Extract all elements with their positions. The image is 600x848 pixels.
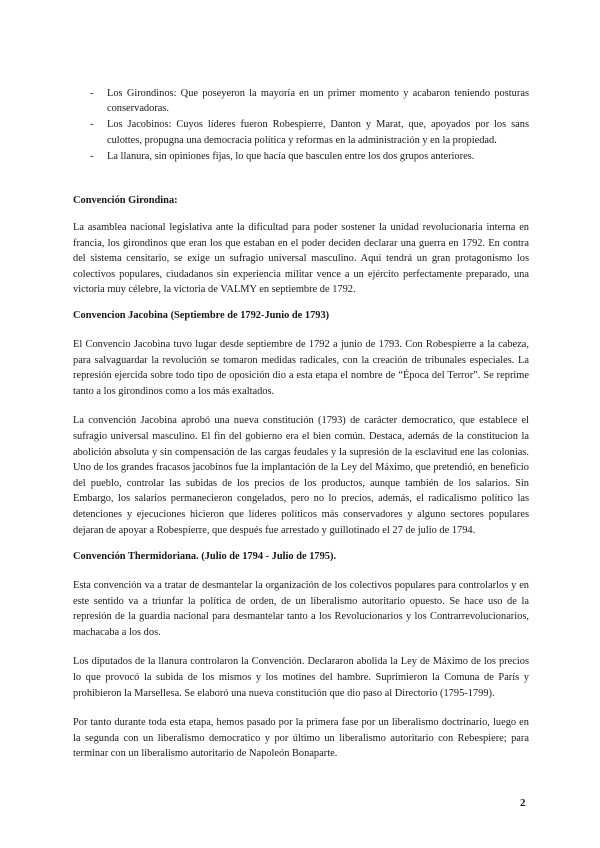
list-item bbox=[73, 117, 529, 147]
list-item bbox=[73, 86, 529, 116]
paragraph: Los diputados de la llanura controlaron la Convención. Declararon abolida la Ley de Máximo de los precios lo que provocó la subida de los mismos y los motines del hambre. Suprimieron la Comuna de París y prohibieron la Marsellesa. Se elaboró una nueva constitución que dio paso al Directorio (1795-1799). bbox=[73, 656, 529, 699]
paragraph: La asamblea nacional legislativa ante la dificultad para poder sostener la unidad revolucionaria interna en francia, los girondinos que eran los que estaban en el poder deciden declarar una guerra en 1792. En contra del sistema censitario, se exige un sufragio universal masculino. Aquí tendrá un gran protagonismo los colectivos populares, ciudadanos sin experiencia militar vence a un ejército perfectamente preparado, una victoria muy célebre, la victoria de VALMY en septiembre de 1792. bbox=[73, 222, 529, 296]
section-heading-jacobina: Convencion Jacobina (Septiembre de 1792-Junio de 1793) bbox=[73, 309, 330, 321]
page-number: 2 bbox=[520, 797, 526, 809]
paragraph: La convención Jacobina aprobó una nueva constitución (1793) de carácter democratico, que establece el sufragio universal masculino. El fin del gobierno era el bien común. Destaca, además de la constitucion la abolición absoluta y sin compensación de las cargas feudales y la supresión de la esclavitud ene las colonias. Uno de los grandes fracasos jacobinos fue la implantación de la Ley del Máximo, que pretendió, en beneficio del pueblo, controlar las subidas de los precios de los productos, aunque también de los salarios. Sin Embargo, los salarios permanecieron congelados, pero no lo precios, además, el radicalismo político las detenciones y ejecuciones hicieron que líderes políticos más conservadores y alguno sectores populares dejaran de apoyar a Robespierre, que después fue arrestado y guillotinado el 27 de julio de 1794. bbox=[73, 415, 529, 536]
paragraph: El Convencio Jacobina tuvo lugar desde septiembre de 1792 a junio de 1793. Con Robespierre a la cabeza, para salvaguardar la revolución se tomaron medidas radicales, con la creación de tribunales especiales. La represión ejercida sobre todo tipo de oposición dio a esta etapa el nombre de “Época del Terror”. Se reprime tanto a los girondinos como a los más exaltados. bbox=[73, 338, 529, 397]
bullet-dash: - bbox=[90, 150, 94, 162]
list-item-text: Los Girondinos: Que poseyeron la mayoría en un primer momento y acabaron teniendo posturas conservadoras. bbox=[107, 88, 529, 115]
section-heading-thermidoriana: Convención Thermidoriana. (Julio de 1794 - Julio de 1795). bbox=[73, 551, 337, 563]
list-item bbox=[73, 149, 529, 164]
faction-list bbox=[73, 86, 529, 164]
paragraph: Esta convención va a tratar de desmantelar la organización de los colectivos populares para controlarlos y en este sentido va a triunfar la política de orden, de un liberalismo autoritario opuesto. Se hace uso de la represión de la guardia nacional para desmantelar tanto a los Revolucionarios y los Contrarrevolucionarios, machacaba a los dos. bbox=[73, 580, 529, 638]
bullet-dash: - bbox=[90, 88, 94, 99]
list-item-text: Los Jacobinos: Cuyos líderes fueron Robespierre, Danton y Marat, que, apoyados por los sans culottes, propugna una democracia política y reformas en la administración y en la propiedad. bbox=[107, 119, 529, 146]
bullet-dash: - bbox=[90, 119, 94, 131]
page-content bbox=[73, 86, 529, 762]
paragraph: Por tanto durante toda esta etapa, hemos pasado por la primera fase por un liberalismo doctrinario, luego en la segunda con un liberalismo democratico y por último un liberalismo autoritario con Rebespiere; para terminar con un liberalismo autoritario de Napoleón Bonaparte. bbox=[73, 717, 529, 760]
list-item-text: La llanura, sin opiniones fijas, lo que hacía que basculen entre los dos grupos anteriores. bbox=[107, 150, 475, 162]
section-heading-girondina: Convención Girondina: bbox=[73, 195, 178, 207]
